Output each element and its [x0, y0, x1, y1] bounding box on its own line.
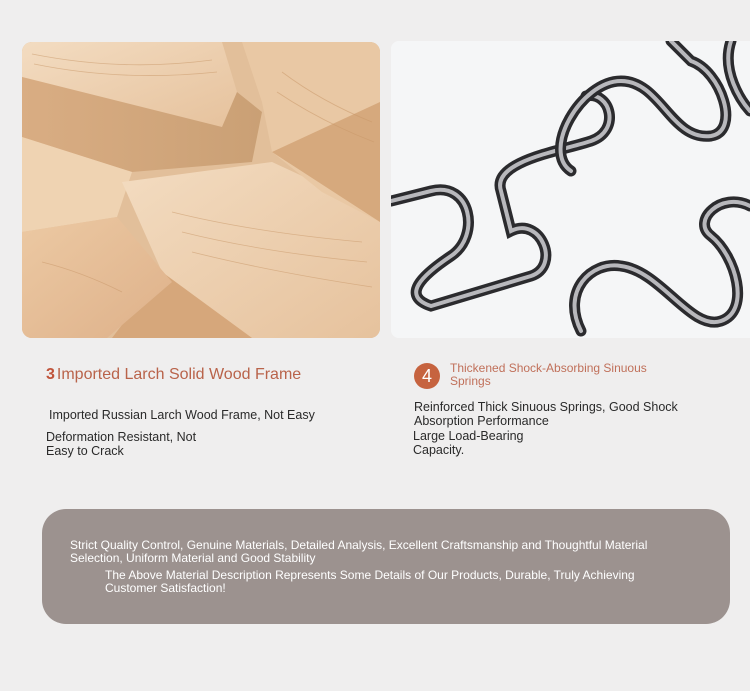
feature-4-number-badge: 4: [414, 363, 440, 389]
feature-3-desc-line-2: Deformation Resistant, Not Easy to Crack: [46, 430, 197, 458]
banner-line-1: Strict Quality Control, Genuine Materials, Detailed Analysis, Excellent Craftsmanship and Thoughtful Material Selection, Uniform Material and Good Stability: [70, 538, 648, 565]
feature-3-title-text: Imported Larch Solid Wood Frame: [56, 366, 302, 383]
sinuous-spring-photo: [391, 41, 750, 338]
feature-3-number: 3: [46, 366, 55, 383]
feature-4-title: Thickened Shock-Absorbing Sinuous Springs: [450, 361, 647, 388]
feature-4-desc-line-1: Reinforced Thick Sinuous Springs, Good Shock Absorption Performance: [414, 400, 678, 428]
larch-wood-photo: [22, 42, 380, 338]
banner-line-2: The Above Material Description Represents Some Details of Our Products, Durable, Truly Achieving Customer Satisfaction!: [105, 568, 635, 595]
feature-3-title: [46, 366, 301, 384]
feature-4-desc-line-2: Large Load-Bearing Capacity.: [413, 429, 524, 457]
quality-banner: [42, 509, 730, 624]
feature-3-desc-line-1: Imported Russian Larch Wood Frame, Not Easy: [49, 408, 315, 422]
